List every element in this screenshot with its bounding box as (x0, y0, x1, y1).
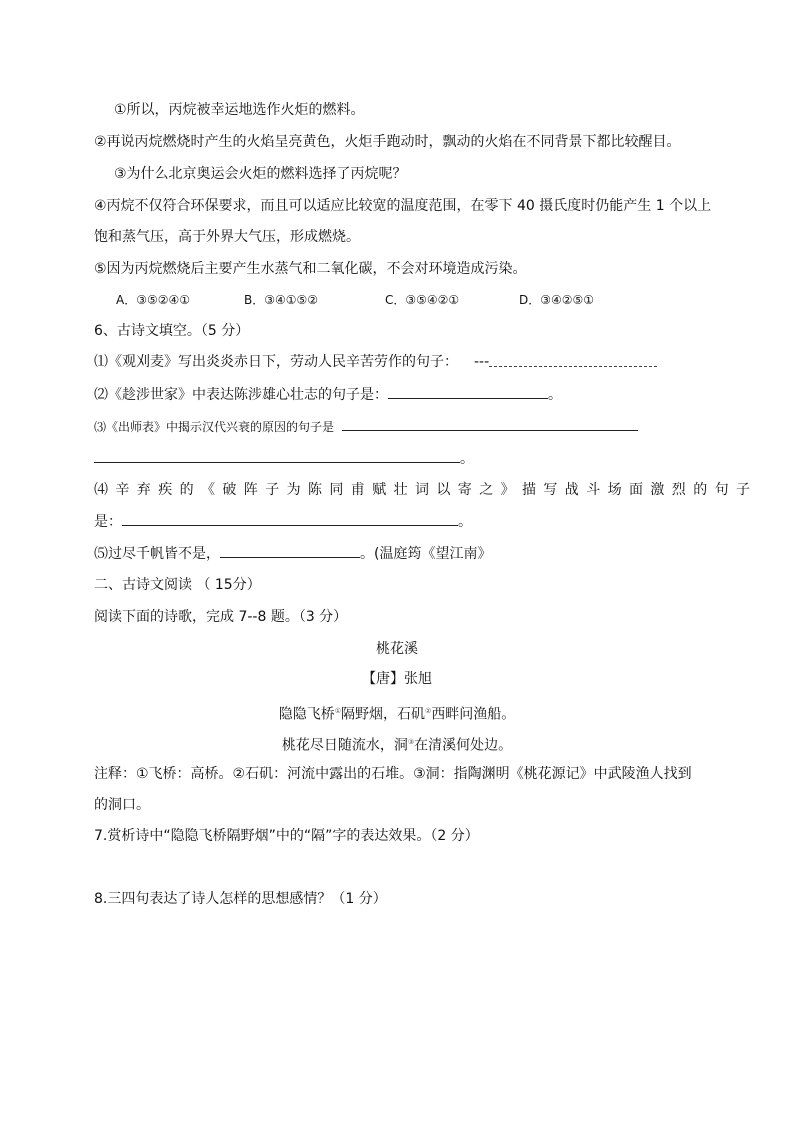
sentence-3: ③为什么北京奥运会火炬的燃料选择了丙烷呢？ (114, 166, 407, 182)
poem-line-1 (0, 702, 794, 724)
poem-notes-line1: 注释：①飞桥：高桥。②石矶：河流中露出的石堆。③洞：指陶渊明《桃花源记》中武陵渔人找到 (94, 766, 692, 782)
q6-item-1-dash: --- (474, 354, 490, 370)
poem-line-1-c: 西畔问渔船。 (431, 706, 516, 723)
q6-item-1-text: ⑴《观刈麦》写出炎炎赤日下，劳动人民辛苦劳作的句子： (94, 354, 458, 370)
q6-item-4-line2 (94, 513, 472, 531)
question-8: 8.三四句表达了诗人怎样的思想感情？（1 分） (94, 891, 387, 907)
question-7: 7.赏析诗中“隐隐飞桥隔野烟”中的“隔”字的表达效果。（2 分） (94, 828, 479, 844)
option-c: C．③⑤④②① (385, 293, 460, 307)
poem-line-2 (0, 733, 794, 755)
q6-item-5-text: ⑸过尽千帆皆不是， (94, 546, 220, 562)
q6-item-3-blank-b[interactable] (94, 450, 460, 463)
sentence-4-line1: ④丙烷不仅符合环保要求，而且可以适应比较宽的温度范围，在零下 40 摄氏度时仍能产生 1 个以上 (94, 198, 712, 214)
q6-item-2-text: ⑵《趁涉世家》中表达陈涉雄心壮志的句子是： (94, 387, 388, 403)
q6-item-3-cont (94, 450, 474, 468)
poem-line-2-b: 在清溪何处边。 (414, 737, 513, 754)
q6-item-1 (94, 353, 657, 371)
q6-item-3-text: ⑶《出师表》中揭示汉代兴衰的原因的句子是 (94, 420, 335, 434)
option-d: D．③④②⑤① (519, 293, 595, 307)
q6-item-4-text: 是： (94, 514, 122, 530)
poem-line-1-a: 隐隐飞桥 (278, 706, 335, 723)
q6-item-2-end: 。 (548, 387, 562, 403)
note-marker-2: ② (425, 707, 432, 715)
note-marker-3: ③ (407, 738, 415, 746)
q6-item-5 (94, 545, 491, 563)
poem-line-2-a: 桃花尽日随流水，洞 (281, 737, 408, 754)
option-b: B．③④①⑤② (244, 293, 319, 307)
q6-item-5-source: 。(温庭筠《望江南》 (360, 546, 492, 562)
q6-item-3-blank-a[interactable] (342, 418, 638, 431)
poem-notes-line2: 的洞口。 (94, 797, 150, 813)
poem-intro: 阅读下面的诗歌，完成 7--8 题。（3 分） (94, 609, 348, 625)
poem-line-1-b: 隔野烟，石矶 (341, 706, 425, 723)
q6-item-4-end: 。 (458, 514, 472, 530)
sentence-5: ⑤因为丙烷燃烧后主要产生水蒸气和二氧化碳，不会对环境造成污染。 (94, 261, 527, 277)
section-2-heading: 二、古诗文阅读 （ 15分） (94, 577, 261, 593)
q6-item-2 (94, 386, 562, 404)
q6-item-3-end: 。 (460, 451, 474, 467)
note-marker-1: ① (334, 707, 341, 715)
q6-item-1-blank[interactable] (489, 357, 657, 367)
poem-title: 桃花溪 (376, 641, 418, 657)
q6-item-4-line1: ⑷辛弃疾的《破阵子为陈同甫赋壮词以寄之》描写战斗场面激烈的句子 (94, 482, 758, 498)
q6-heading: 6、古诗文填空。（5 分） (94, 323, 250, 339)
q6-item-5-blank[interactable] (220, 545, 360, 558)
q6-item-4-blank[interactable] (122, 513, 458, 526)
sentence-2: ②再说丙烷燃烧时产生的火焰呈亮黄色，火炬手跑动时，飘动的火焰在不同背景下都比较醒目。 (94, 134, 681, 150)
option-a: A．③⑤②④① (116, 293, 190, 307)
answer-options (116, 291, 594, 309)
poem-author: 【唐】张旭 (362, 671, 432, 687)
q6-item-3 (94, 418, 638, 436)
sentence-1: ①所以，丙烷被幸运地选作火炬的燃料。 (114, 102, 365, 118)
sentence-4-line2: 饱和蒸气压，高于外界大气压，形成燃烧。 (94, 229, 360, 245)
q6-item-2-blank[interactable] (388, 386, 548, 399)
